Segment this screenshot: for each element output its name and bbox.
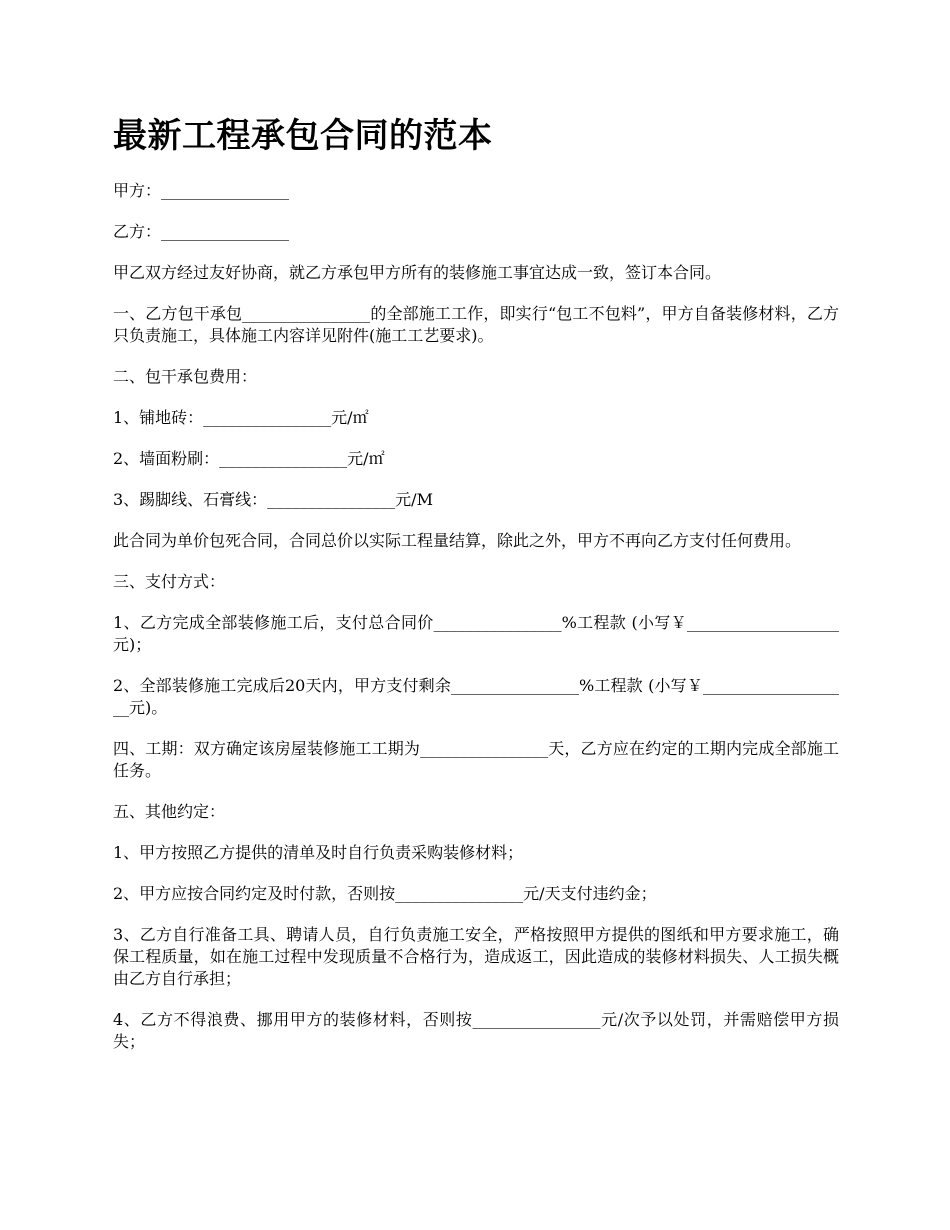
schedule-paragraph: 四、工期：双方确定该房屋装修施工工期为________________天，乙方应在约定的工期内完成全部施工任务。: [113, 739, 839, 780]
section-heading-payment: 三、支付方式：: [113, 572, 226, 591]
clause-1-scope: 一、乙方包干承包________________的全部施工工作，即实行“包工不包料”，甲方自备装修材料，乙方只负责施工，具体施工内容详见附件(施工工艺要求)。: [113, 304, 839, 345]
payment-item-1: 1、乙方完成全部装修施工后，支付总合同价________________%工程款 (小写￥___________________元)；: [113, 613, 839, 654]
fee-item-floor-tiles: 1、铺地砖：________________元/㎡: [113, 408, 369, 427]
fixed-price-paragraph: 此合同为单价包死合同，合同总价以实际工程量结算，除此之外，甲方不再向乙方支付任何费用。: [113, 531, 802, 550]
section-heading-fees: 二、包干承包费用：: [113, 367, 258, 386]
section-heading-other: 五、其他约定：: [113, 802, 226, 821]
other-item-2: 2、甲方应按合同约定及时付款，否则按________________元/天支付违约金；: [113, 884, 657, 903]
other-item-4: 4、乙方不得浪费、挪用甲方的装修材料，否则按________________元/次予以处罚，并需赔偿甲方损失；: [113, 1010, 839, 1051]
party-a-line: 甲方：________________: [113, 181, 290, 200]
fee-item-wall-painting: 2、墙面粉刷：________________元/㎡: [113, 449, 385, 468]
payment-item-2: 2、全部装修施工完成后20天内，甲方支付剩余________________%工程款 (小写￥___________________元)。: [113, 676, 839, 717]
preamble-paragraph: 甲乙双方经过友好协商，就乙方承包甲方所有的装修施工事宜达成一致，签订本合同。: [113, 263, 722, 282]
document-page: [113, 112, 839, 1072]
party-b-line: 乙方：________________: [113, 222, 290, 241]
other-item-1: 1、甲方按照乙方提供的清单及时自行负责采购装修材料；: [113, 843, 524, 862]
fee-item-skirting-plaster: 3、踢脚线、石膏线：________________元/M: [113, 490, 433, 509]
document-title: 最新工程承包合同的范本: [113, 116, 493, 156]
other-item-3: 3、乙方自行准备工具、聘请人员，自行负责施工安全，严格按照甲方提供的图纸和甲方要求施工，确保工程质量，如在施工过程中发现质量不合格行为，造成返工，因此造成的装修材料损失、人工损失概由乙方自行承担；: [113, 925, 839, 988]
